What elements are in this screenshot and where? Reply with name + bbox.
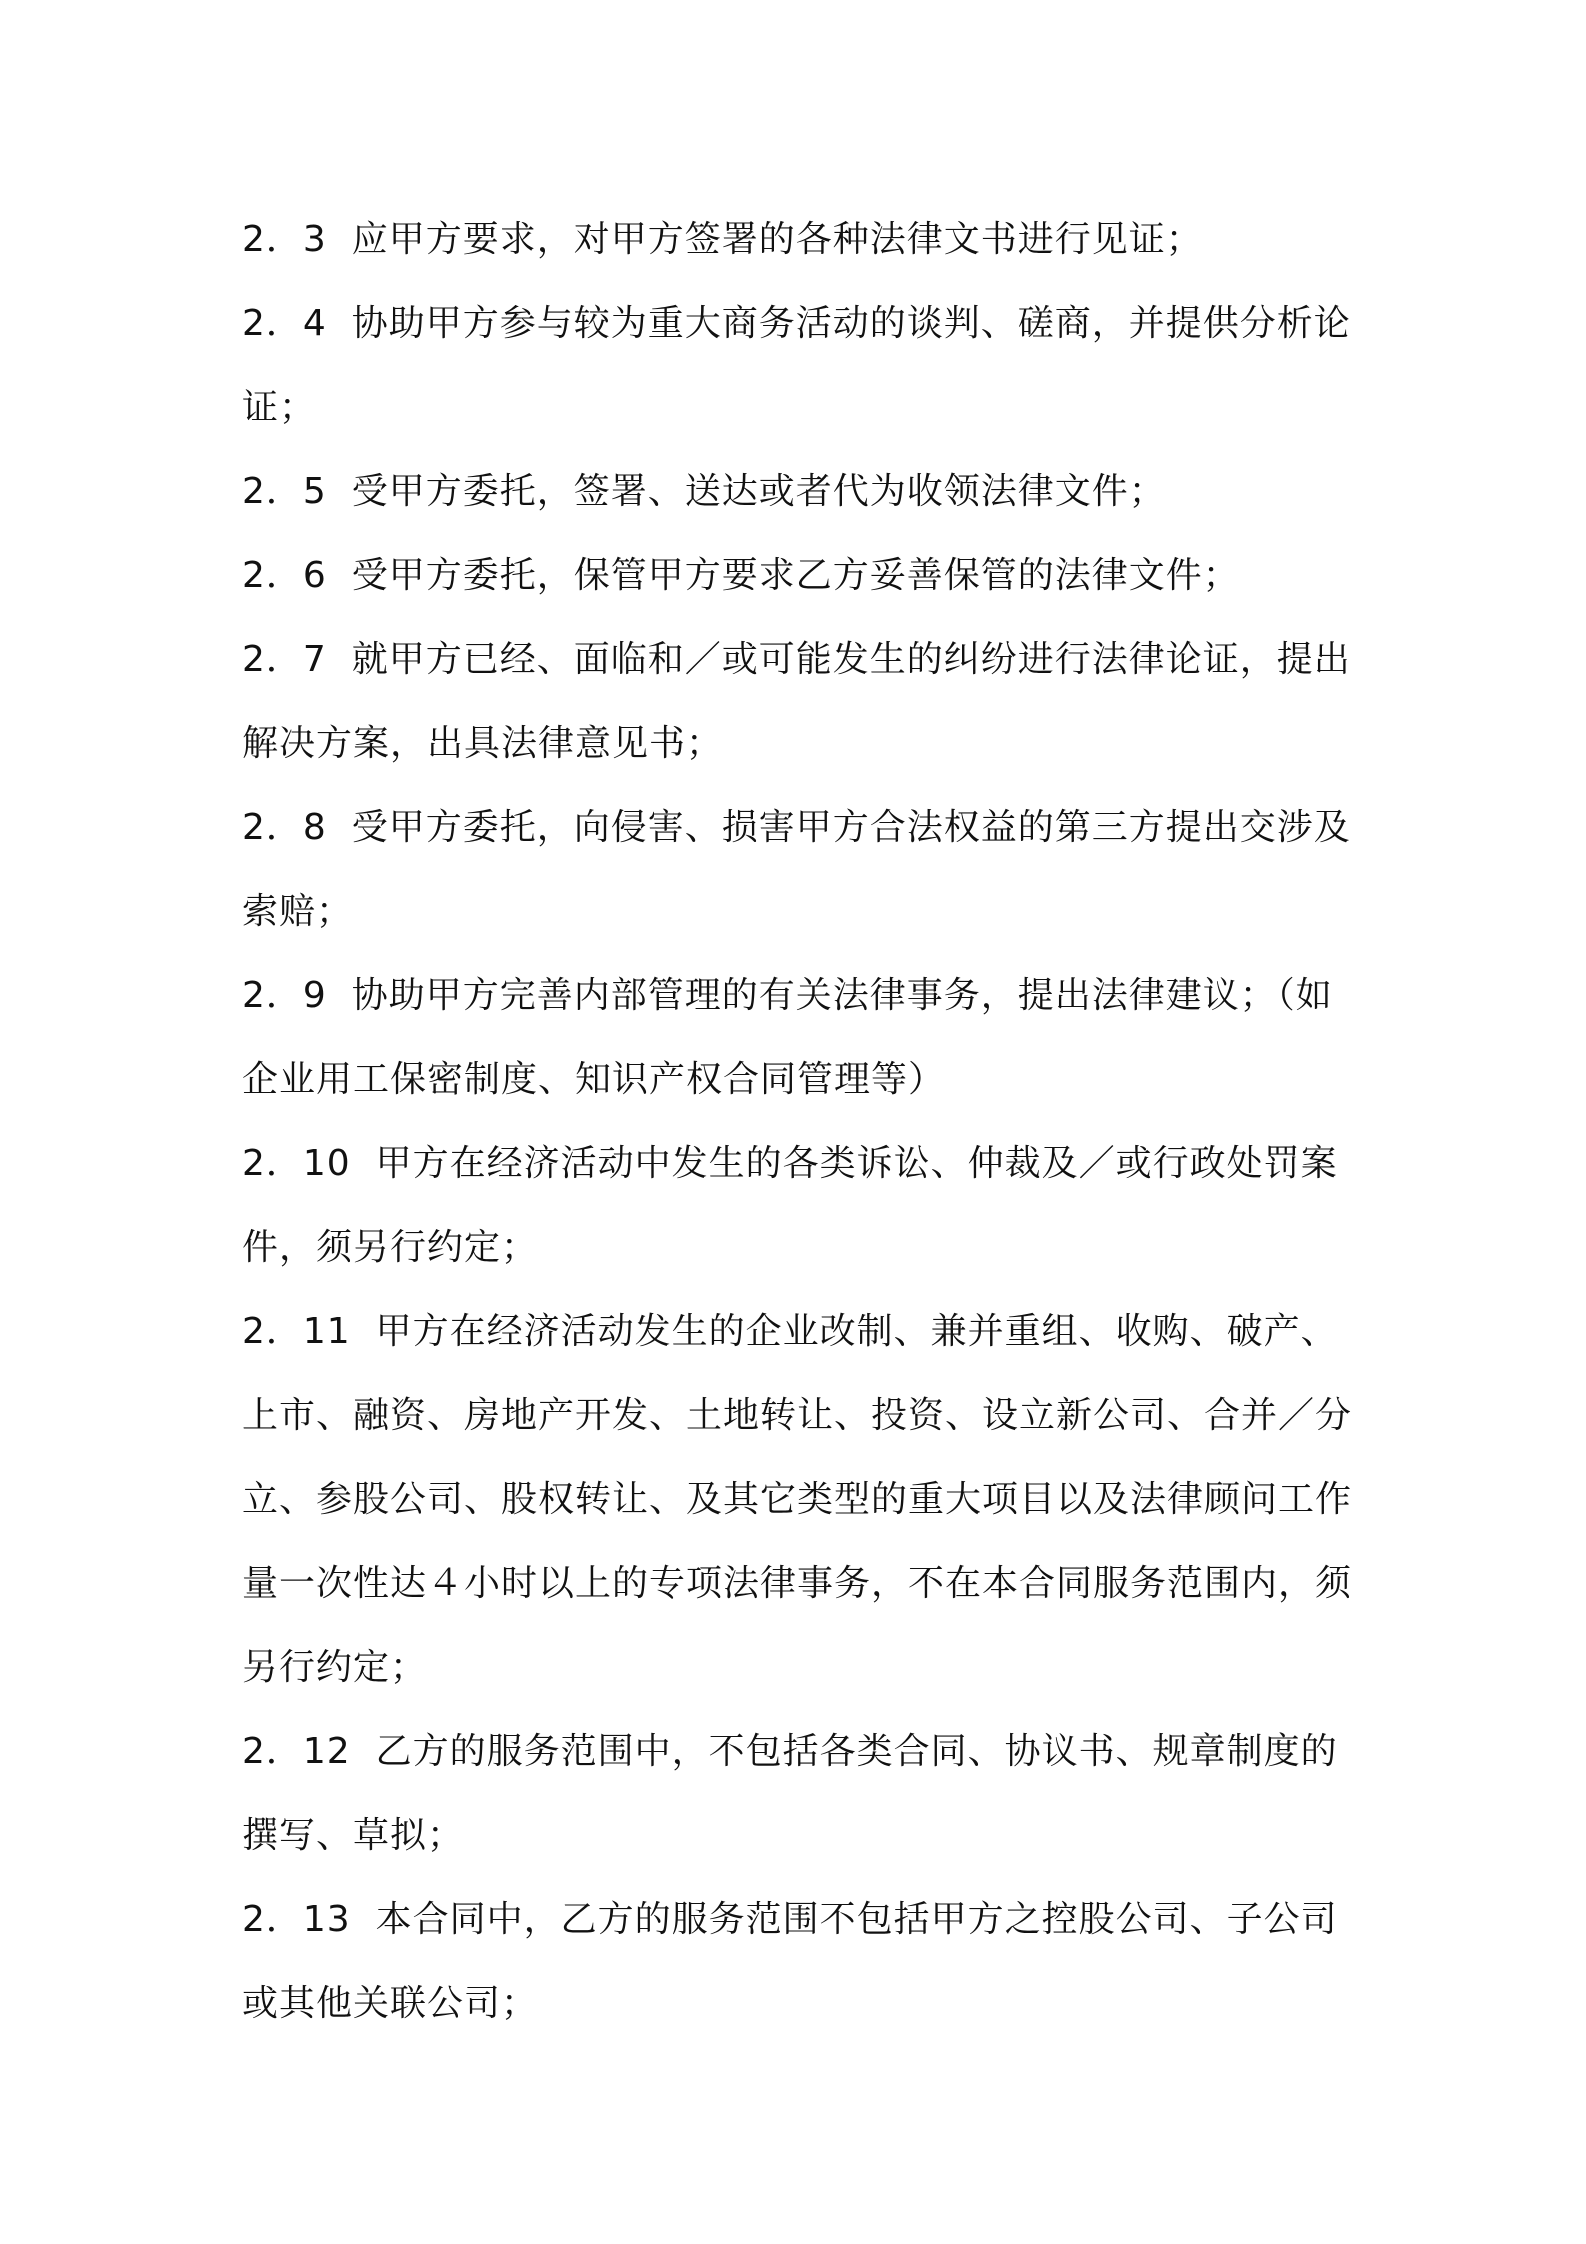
- clause-text: 就甲方已经、面临和／或可能发生的纠纷进行法律论证，提出解决方案，出具法律意见书；: [242, 639, 1351, 764]
- clause-number: 2．13: [242, 1899, 351, 1940]
- clause-number: 2．9: [242, 975, 327, 1016]
- clause-2-13: [242, 1878, 1362, 2046]
- clause-text: 受甲方委托，向侵害、损害甲方合法权益的第三方提出交涉及索赔；: [242, 807, 1351, 932]
- clause-number: 2．3: [242, 219, 327, 260]
- clause-text: 受甲方委托，签署、送达或者代为收领法律文件；: [351, 471, 1166, 512]
- clause-2-6: [242, 534, 1362, 618]
- clause-2-4: [242, 282, 1362, 450]
- clause-text: 协助甲方完善内部管理的有关法律事务，提出法律建议；（如企业用工保密制度、知识产权合同管理等）: [242, 975, 1333, 1100]
- clause-text: 甲方在经济活动中发生的各类诉讼、仲裁及／或行政处罚案件，须另行约定；: [242, 1143, 1338, 1268]
- clause-2-3: [242, 198, 1362, 282]
- clause-text: 乙方的服务范围中，不包括各类合同、协议书、规章制度的撰写、草拟；: [242, 1731, 1338, 1856]
- clause-2-9: [242, 954, 1362, 1122]
- clause-number: 2．7: [242, 639, 327, 680]
- clause-number: 2．5: [242, 471, 327, 512]
- clause-2-11: [242, 1290, 1362, 1710]
- clause-text: 受甲方委托，保管甲方要求乙方妥善保管的法律文件；: [351, 555, 1240, 596]
- clause-number: 2．4: [242, 303, 327, 344]
- clause-text: 应甲方要求，对甲方签署的各种法律文书进行见证；: [351, 219, 1203, 260]
- clause-text: 本合同中，乙方的服务范围不包括甲方之控股公司、子公司或其他关联公司；: [242, 1899, 1338, 2024]
- clause-2-7: [242, 618, 1362, 786]
- clause-number: 2．6: [242, 555, 327, 596]
- clause-2-8: [242, 786, 1362, 954]
- clause-2-10: [242, 1122, 1362, 1290]
- clause-text: 协助甲方参与较为重大商务活动的谈判、磋商，并提供分析论证；: [242, 303, 1351, 428]
- clause-2-5: [242, 450, 1362, 534]
- clause-number: 2．11: [242, 1311, 351, 1352]
- clause-2-12: [242, 1710, 1362, 1878]
- clause-number: 2．10: [242, 1143, 351, 1184]
- clause-list: [242, 198, 1362, 2046]
- clause-number: 2．8: [242, 807, 327, 848]
- clause-number: 2．12: [242, 1731, 351, 1772]
- clause-text: 甲方在经济活动发生的企业改制、兼并重组、收购、破产、上市、融资、房地产开发、土地转让、投资、设立新公司、合并／分立、参股公司、股权转让、及其它类型的重大项目以及法律顾问工作量一次性达４小时以上的专项法律事务，不在本合同服务范围内，须另行约定；: [242, 1311, 1353, 1688]
